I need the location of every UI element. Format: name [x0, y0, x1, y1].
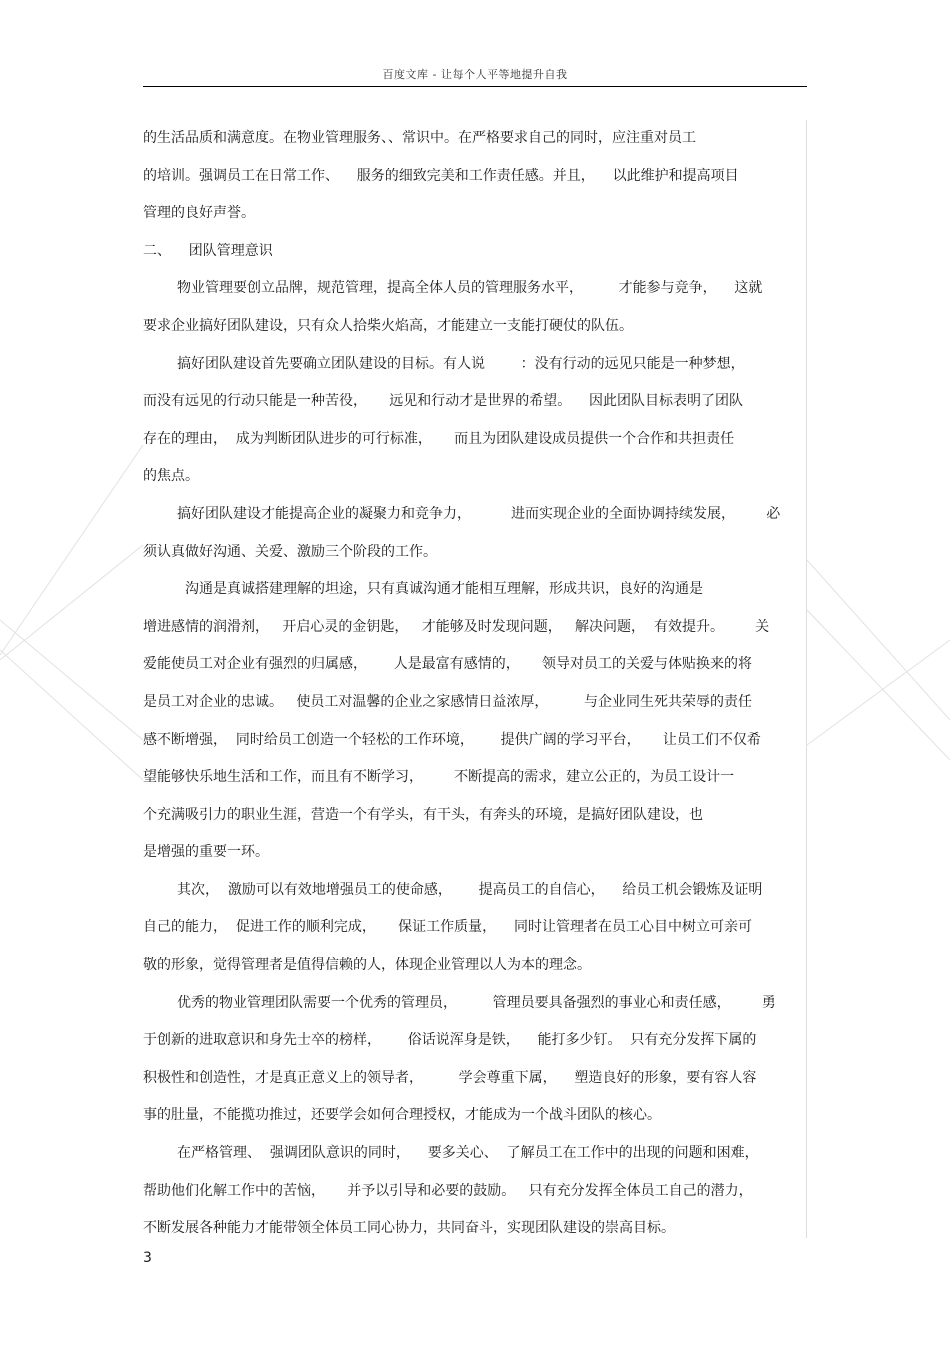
- body-line: 要求企业搞好团队建设，只有众人拾柴火焰高，才能建立一支能打硬仗的队伍。: [143, 317, 633, 334]
- page-header: 百度文库 - 让每个人平等地提升自我: [382, 68, 568, 81]
- body-line: 积极性和创造性，才是真正意义上的领导者， 学会尊重下属， 塑造良好的形象，要有容人容: [143, 1069, 757, 1086]
- body-line: 优秀的物业管理团队需要一个优秀的管理员， 管理员要具备强烈的事业心和责任感， 勇: [177, 994, 776, 1011]
- body-line: 敬的形象，觉得管理者是值得信赖的人，体现企业管理以人为本的理念。: [143, 957, 591, 974]
- body-line: 而没有远见的行动只能是一种苦役， 远见和行动才是世界的希望。 因此团队目标表明了团队: [143, 393, 744, 410]
- body-line: 搞好团队建设首先要确立团队建设的目标。有人说 ：没有行动的远见只能是一种梦想，: [177, 355, 745, 372]
- header-divider: [143, 86, 807, 87]
- body-line: 的生活品质和满意度。在物业管理服务、、常识中。在严格要求自己的同时，应注重对员工: [143, 130, 696, 146]
- body-line: 管理的良好声誉。: [143, 205, 255, 222]
- body-line: 不断发展各种能力才能带领全体员工同心协力，共同奋斗，实现团队建设的崇高目标。: [143, 1220, 675, 1237]
- body-line: 存在的理由， 成为判断团队进步的可行标准， 而且为团队建设成员提供一个合作和共担责任: [143, 430, 735, 447]
- body-line: 于创新的进取意识和身先士卒的榜样， 俗话说浑身是铁， 能打多少钉。 只有充分发挥下属的: [143, 1032, 757, 1049]
- body-line: 须认真做好沟通、关爱、激励三个阶段的工作。: [143, 543, 437, 560]
- body-line: 增进感情的润滑剂， 开启心灵的金钥匙， 才能够及时发现问题， 解决问题， 有效提升。 关: [143, 618, 770, 635]
- document-body: [143, 120, 807, 1248]
- body-line: 搞好团队建设才能提高企业的凝聚力和竞争力， 进而实现企业的全面协调持续发展， 必: [177, 505, 781, 522]
- page-number: 3: [143, 1250, 152, 1266]
- body-line: 事的肚量，不能揽功推过，还要学会如何合理授权，才能成为一个战斗团队的核心。: [143, 1107, 661, 1124]
- body-line: 爱能使员工对企业有强烈的归属感， 人是最富有感情的， 领导对员工的关爱与体贴换来的将: [143, 656, 752, 673]
- body-line: 是增强的重要一环。: [143, 844, 269, 861]
- body-line: 帮助他们化解工作中的苦恼， 并予以引导和必要的鼓励。 只有充分发挥全体员工自己的潜力，: [143, 1182, 753, 1199]
- body-line: 自己的能力， 促进工作的顺利完成， 保证工作质量， 同时让管理者在员工心目中树立可亲可: [143, 919, 752, 936]
- body-line: 个充满吸引力的职业生涯，营造一个有学头，有干头，有奔头的环境，是搞好团队建设，也: [143, 806, 703, 823]
- body-line: 望能够快乐地生活和工作，而且有不断学习， 不断提高的需求，建立公正的，为员工设计一: [143, 769, 735, 786]
- body-line: 沟通是真诚搭建理解的坦途，只有真诚沟通才能相互理解，形成共识，良好的沟通是: [185, 581, 703, 598]
- body-line: 其次， 激励可以有效地增强员工的使命感， 提高员工的自信心， 给员工机会锻炼及证明: [177, 881, 763, 898]
- section-heading: 二、 团队管理意识: [143, 242, 273, 259]
- body-line: 是员工对企业的忠诚。 使员工对温馨的企业之家感情日益浓厚， 与企业同生死共荣辱的责任: [143, 693, 752, 710]
- body-line: 感不断增强， 同时给员工创造一个轻松的工作环境， 提供广阔的学习平台， 让员工们不仅希: [143, 731, 761, 748]
- body-line: 物业管理要创立品牌，规范管理，提高全体人员的管理服务水平， 才能参与竞争， 这就: [177, 280, 763, 297]
- body-line: 的焦点。: [143, 468, 199, 485]
- body-line: 的培训。强调员工在日常工作、 服务的细致完美和工作责任感。并且， 以此维护和提高项目: [143, 167, 739, 184]
- body-line: 在严格管理、 强调团队意识的同时， 要多关心、 了解员工在工作中的出现的问题和困难，: [177, 1145, 759, 1162]
